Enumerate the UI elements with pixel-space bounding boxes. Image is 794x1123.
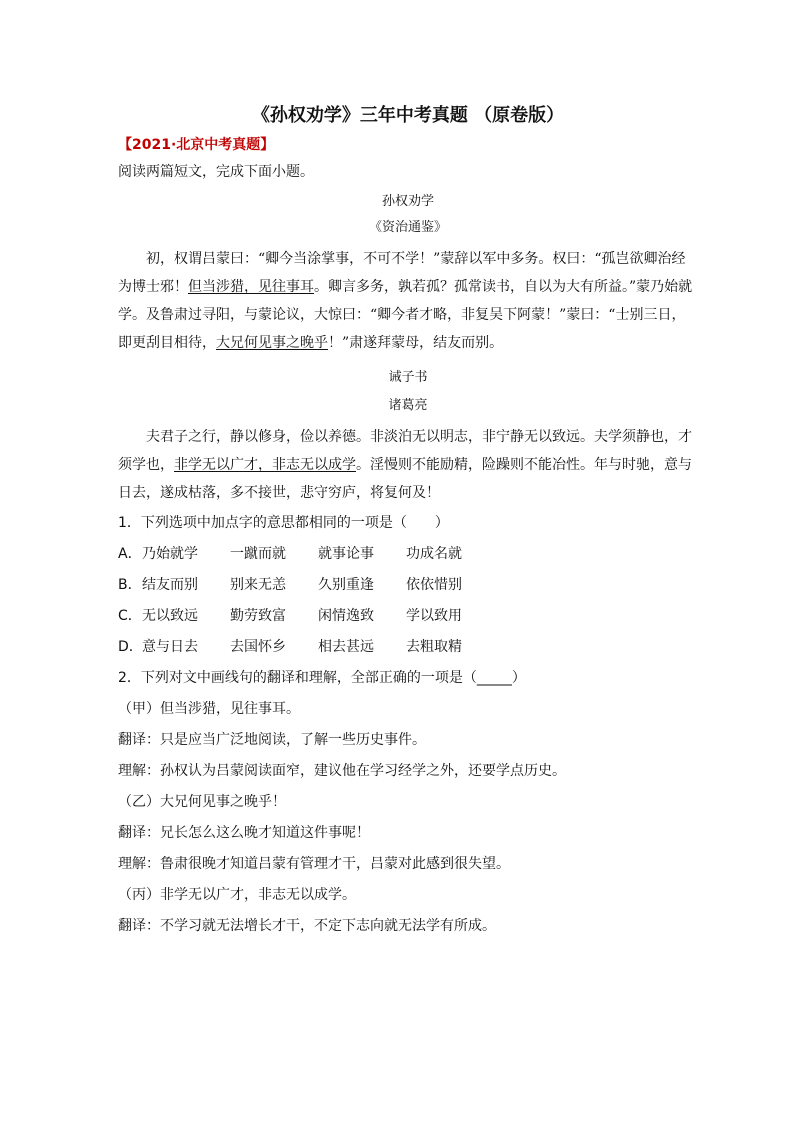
option-item: 依依惜别 <box>406 577 462 593</box>
option-item: 久别重逢 <box>318 577 374 593</box>
text2-part1: 夫君子之行，静以修身，俭以养德。非淡泊无以明志，非宁静无以致远。夫学须静也，才须学也， <box>118 429 692 473</box>
text1-part2: 。卿言多务，孰若孤？孤常读书，自以为大有所益。”蒙乃始就学。及鲁肃过寻阳，与蒙论议，大惊曰：“卿今者才略，非复吴下阿蒙！”蒙曰：“士别三日，即更刮目相待， <box>118 279 693 351</box>
question-1-stem: 1．下列选项中加点字的意思都相同的一项是（ ） <box>118 515 449 531</box>
option-item: 别来无恙 <box>230 577 286 593</box>
q1-option-d <box>118 637 698 658</box>
text1-underlined-sentence-a: 但当涉猎，见往事耳 <box>188 279 314 295</box>
spacer <box>118 357 698 363</box>
option-item: 去粗取精 <box>406 639 462 655</box>
option-label: C． <box>118 608 142 624</box>
q1-option-c <box>118 606 698 627</box>
option-item: 去国怀乡 <box>230 639 286 655</box>
option-item: 勤劳致富 <box>230 608 286 624</box>
option-item: 意与日去 <box>142 639 198 655</box>
text2-author: 诸葛亮 <box>388 398 428 413</box>
text2-title: 诫子书 <box>388 370 428 385</box>
option-label: B． <box>118 577 142 593</box>
option-item: 乃始就学 <box>142 546 198 562</box>
text1-part1: 初，权谓吕蒙曰：“卿今当涂掌事，不可不学！”蒙辞以军中多务。权曰：“孤岂欲卿治经为博士邪！ <box>118 251 686 295</box>
q2-line: 翻译：不学习就无法增长才干，不定下志向就无法学有所成。 <box>118 918 496 934</box>
text2-part2: 。淫慢则不能励精，险躁则不能冶性。年与时驰，意与日去，遂成枯落，多不接世，悲守穷庐，将复何及！ <box>118 457 692 501</box>
text2-body <box>118 423 698 507</box>
q2-line: （丙）非学无以广才，非志无以成学。 <box>118 887 356 903</box>
option-item: 相去甚远 <box>318 639 374 655</box>
q1-option-b <box>118 575 698 596</box>
option-item: 一蹴而就 <box>230 546 286 562</box>
text1-part3: ！”肃遂拜蒙母，结友而别。 <box>328 335 504 351</box>
option-item: 学以致用 <box>406 608 462 624</box>
q2-line: 理解：孙权认为吕蒙阅读面窄，建议他在学习经学之外，还要学点历史。 <box>118 763 566 779</box>
q2-line: （乙）大兄何见事之晚乎！ <box>118 794 286 810</box>
option-item: 闲情逸致 <box>318 608 374 624</box>
q2-line: 理解：鲁肃很晚才知道吕蒙有管理才干，吕蒙对此感到很失望。 <box>118 856 510 872</box>
q2-line: 翻译：只是应当广泛地阅读，了解一些历史事件。 <box>118 732 426 748</box>
q2-line: （甲）但当涉猎，见往事耳。 <box>118 701 300 717</box>
option-item: 结友而别 <box>142 577 198 593</box>
text2-underlined-sentence: 非学无以广才，非志无以成学 <box>174 457 356 473</box>
option-item: 就事论事 <box>318 546 374 562</box>
text1-source: 《资治通鉴》 <box>368 220 447 235</box>
page-title: 《孙权劝学》三年中考真题 （原卷版） <box>251 105 565 126</box>
text1-underlined-sentence-b: 大兄何见事之晚乎 <box>216 335 328 351</box>
option-item: 功成名就 <box>406 546 462 562</box>
option-item: 无以致远 <box>142 608 198 624</box>
text1-title: 孙权劝学 <box>381 194 434 209</box>
q1-option-a <box>118 544 698 565</box>
text1-body <box>118 245 698 357</box>
option-label: D． <box>118 639 143 655</box>
q2-line: 翻译：兄长怎么这么晚才知道这件事呢！ <box>118 825 370 841</box>
question-2-stem: 2．下列对文中画线句的翻译和理解，全部正确的一项是（_____） <box>118 670 526 686</box>
exam-source-tag: 【2021·北京中考真题】 <box>118 137 275 153</box>
option-label: A． <box>118 546 142 562</box>
reading-instruction: 阅读两篇短文，完成下面小题。 <box>118 164 314 180</box>
